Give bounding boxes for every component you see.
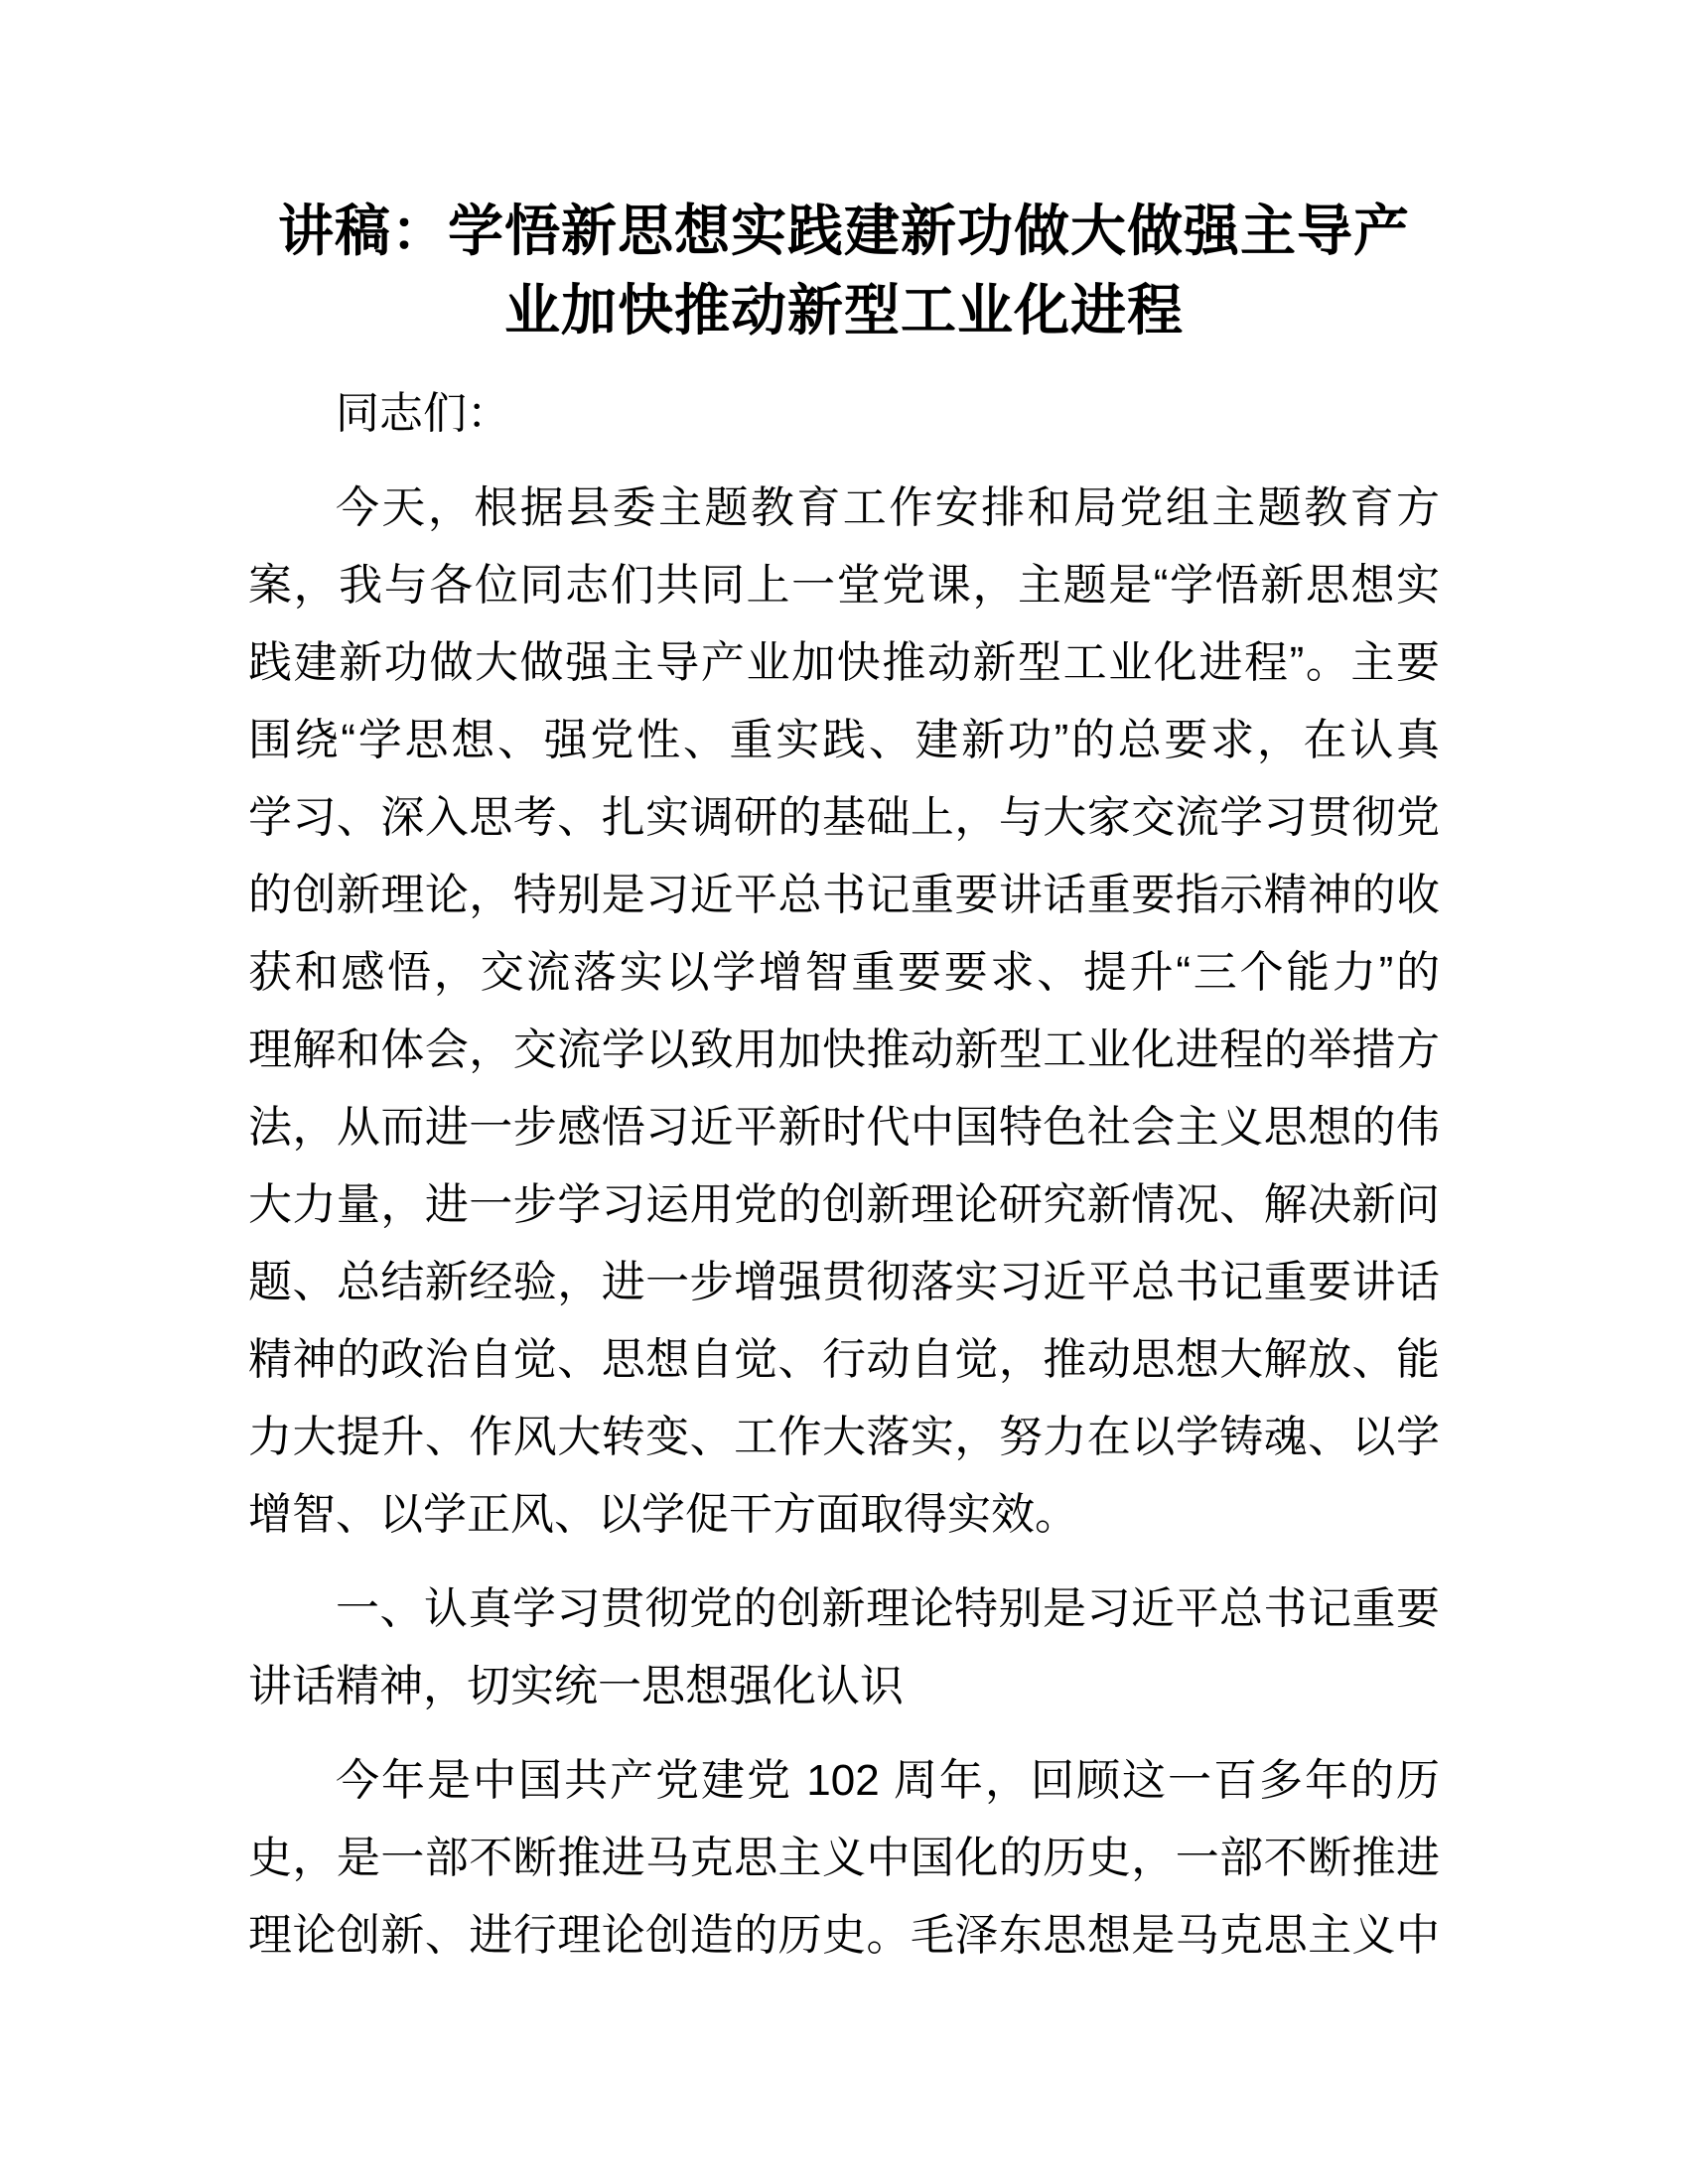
document-body: [248, 375, 1440, 1975]
text-line: 的创新理论，特别是习近平总书记重要讲话重要指示精神的收: [248, 871, 1440, 919]
text-line: 精神的政治自觉、思想自觉、行动自觉，推动思想大解放、能: [248, 1335, 1440, 1384]
document-title: [248, 192, 1440, 350]
text-line: 史，是一部不断推进马克思主义中国化的历史，一部不断推进: [248, 1834, 1440, 1882]
text-line: 今年是中国共产党建党 102 周年，回顾这一百多年的历: [336, 1756, 1440, 1805]
text-line: 一、认真学习贯彻党的创新理论特别是习近平总书记重要: [336, 1584, 1440, 1633]
text-line: 今天，根据县委主题教育工作安排和局党组主题教育方: [336, 483, 1440, 532]
text-line: 理解和体会，交流学以致用加快推动新型工业化进程的举措方: [248, 1025, 1440, 1074]
text-line: 学习、深入思考、扎实调研的基础上，与大家交流学习贯彻党: [248, 793, 1440, 842]
document-title-line: 业加快推动新型工业化进程: [504, 279, 1184, 341]
text-line: 题、总结新经验，进一步增强贯彻落实习近平总书记重要讲话: [248, 1258, 1440, 1306]
text-line: 法，从而进一步感悟习近平新时代中国特色社会主义思想的伟: [248, 1103, 1440, 1152]
text-line: 力大提升、作风大转变、工作大落实，努力在以学铸魂、以学: [248, 1413, 1440, 1461]
text-line: 理论创新、进行理论创造的历史。毛泽东思想是马克思主义中: [248, 1911, 1440, 1960]
text-line: 围绕“学思想、强党性、重实践、建新功”的总要求，在认真: [248, 716, 1440, 764]
section-heading: [248, 1570, 1440, 1725]
text-line: 大力量，进一步学习运用党的创新理论研究新情况、解决新问: [248, 1180, 1440, 1229]
paragraph: [248, 1742, 1440, 1975]
paragraph: [248, 375, 1440, 453]
text-line: 讲话精神，切实统一思想强化认识: [248, 1662, 904, 1710]
text-line: 践建新功做大做强主导产业加快推动新型工业化进程”。主要: [248, 638, 1440, 687]
document-title-line: 讲稿：学悟新思想实践建新功做大做强主导产: [278, 200, 1410, 262]
paragraph: [248, 470, 1440, 1554]
text-line: 同志们：: [336, 389, 510, 438]
text-line: 案，我与各位同志们共同上一堂党课，主题是“学悟新思想实: [248, 561, 1440, 610]
text-line: 增智、以学正风、以学促干方面取得实效。: [248, 1490, 1078, 1539]
text-line: 获和感悟，交流落实以学增智重要要求、提升“三个能力”的: [248, 948, 1440, 997]
